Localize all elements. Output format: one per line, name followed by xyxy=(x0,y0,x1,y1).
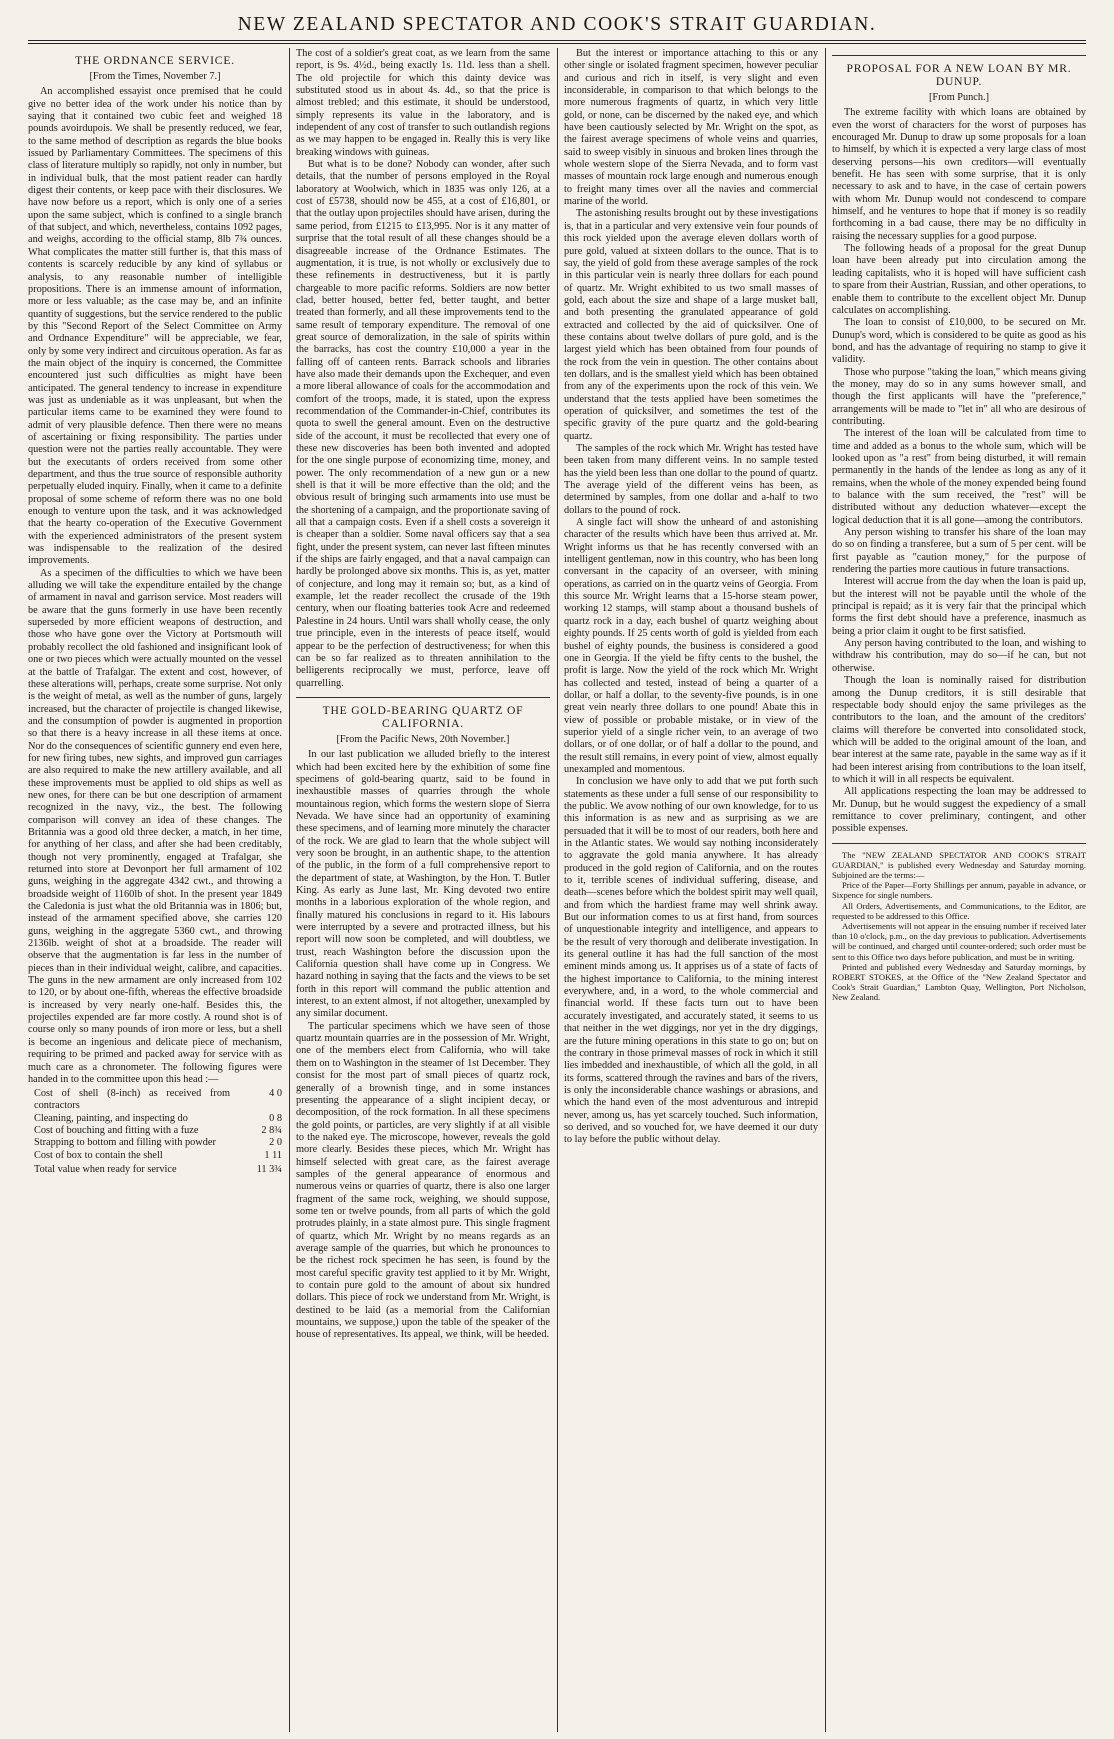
paragraph: Any person having contributed to the loan, and wishing to withdraw his contribution, may do so—if he can, but not otherwise. xyxy=(832,638,1086,674)
article-source-dunup: [From Punch.] xyxy=(928,92,990,103)
cost-amount: 2 0 xyxy=(269,1137,282,1149)
paragraph: But what is to be done? Nobody can wonder, after such details, that the number of persons employed in the Royal laboratory at Woolwich, which in 1835 was only 126, at a cost of £5738, should now be 455, at a cost of £16,801, or that the outlay upon projectiles should have arisen, during the same period, from £1215 to £13,995. Nor is it any matter of surprise that the total result of all these changes should be a disagreeable increase of the Ordnance Estimates. The augmentation, it is true, is not wholly or exclusively due to these refinements in destructiveness, but it is partly chargeable to more pacific reforms. Soldiers are now better clad, better housed, better fed, better taught, and better treated than formerly, and all these improvements tend to the same result of temporary expenditure. The removal of one great source of demoralization, in the sale of spirits within the barracks, has cost the country £10,000 a year in the falling off of canteen rents. Barrack schools and libraries have also made their demands upon the Exchequer, and even a more liberal allowance of coals for the accommodation and comfort of the troops, made, it is stated, upon the express recommendation of the Commander-in-Chief, contributes its quota to swell the general amount. Even on the destructive side of the account, it must be recollected that every one of these new discoveries has been both invented and adopted for the one single purpose of economizing time, money, and power. The only recommendation of a new gun or a new shell is that it will be more effective than the old; and the obvious result of bringing such armaments into use must be the shortening of a campaign, and the proportionate saving of all that a campaign costs. Even if a shell costs a sovereign it is cheaper than a soldier. Some naval officers say that a sea fight, under the present system, can never last fifteen minutes if the ships are fairly engaged, and that a naval campaign can hardly be prolonged above six months. This is, as yet, matter of conjecture, and long may it remain so; but, as a kind of example, let the reader recollect the crusade of the 19th century, when our floating batteries took Acre and redeemed Palestine in 24 hours. Until wars shall wholly cease, the only true principle, even in the interests of peace itself, would appear to be the perfection of destructiveness; for when this can be so far realized as to threaten annihilation to the belligerents reciprocally we must, perforce, leave off quarrelling. xyxy=(296,159,550,689)
cost-total-row xyxy=(34,1164,282,1176)
paragraph: Interest will accrue from the day when the loan is paid up, but the interest will not be payable until the whole of the principal is repaid; as it is very fair that the principal which forms the first debt should have a preference, inasmuch as being a prior claim it ought to be first satisfied. xyxy=(832,576,1086,637)
paragraph: A single fact will show the unheard of and astonishing character of the results which have been thus arrived at. Mr. Wright informs us that he has recently conversed with an intelligent gentleman, now in this country, who has been long conversant in the capacity of an overseer, with mining operations, as carried on in the quartz veins of Georgia. From this source Mr. Wright learns that a 15-horse steam power, working 12 stamps, will stamp about a thousand bushels of quartz rock in a day, each bushel of quartz weighing about eighty pounds. If 25 cents worth of gold is yielded from each bushel of eighty pounds, the business is considered a good one in Georgia. If the yield be fifty cents to the bushel, the profit is large. Now the yield of the rock which Mr. Wright has collected and tested, instead of being a quarter of a dollar, or half a dollar, to the seventy-five pounds, is in one great vein nearly three dollars to one pound! Abate this in view of possible or probable mistake, or in view of the superior yield of a single richer vein, to an average of two dollars, or of one dollar, or of half a dollar to the pound, and the result still remains, in every point of view, almost equally unexampled and momentous. xyxy=(564,517,818,775)
paragraph: All applications respecting the loan may be addressed to Mr. Dunup, but he would suggest the expediency of a small remittance to cover preliminary, contingent, and other possible expenses. xyxy=(832,786,1086,835)
cost-amount: 1 11 xyxy=(264,1149,282,1161)
column-3 xyxy=(564,48,818,1732)
section-divider xyxy=(832,843,1086,844)
cost-table xyxy=(34,1088,282,1176)
paragraph: In our last publication we alluded briefly to the interest which had been excited here by the exhibition of some fine specimens of gold-bearing quartz, said to be found in inexhaustible masses of quarries through the whole mountainous region, which forms the western slope of Sierra Nevada. We have since had an opportunity of examining these specimens, and of learning more minutely the character of the rock. We are glad to learn that the whole subject will very soon be brought, in an authentic shape, to the attention of the public, in the form of a full comprehensive report to the department of state, at Washington, by the Hon. T. Butler King. As early as June last, Mr. King devoted two entire months in a laborious exploration of the whole region, and finally matured his conclusions in regard to it. His labours were interrupted by a severe and protracted illness, but his report will now soon be completed, and will doubtless, we trust, reach Washington before the discussion upon the California question shall have come up in Congress. We hazard nothing in saying that the facts and the views to be set forth in this report will command the public attention and interest, to an extent almost, if not altogether, unexampled by any similar document. xyxy=(296,749,550,1020)
paragraph: The samples of the rock which Mr. Wright has tested have been taken from many different veins. In no sample tested has the yield been less than one dollar to the pound of quartz. The average yield of the different veins has been, as determined by samples, from one dollar and a-half to two dollars to the pound of rock. xyxy=(564,443,818,516)
cost-row xyxy=(34,1125,282,1137)
newspaper-page xyxy=(28,10,1086,1732)
paragraph: The interest of the loan will be calculated from time to time and added as a bonus to the whole sum, which will be looked upon as "a rest" from being disturbed, it will remain permanently in the hands of the lendee as long as any of it remains, when the whole of the money expended being found to balance with the sum received, the "rest" will be distributed without any deduction whatever—except the logical deduction that it is all gone—among the contributors. xyxy=(832,428,1086,526)
cost-label: Cost of box to contain the shell xyxy=(34,1149,163,1161)
paragraph: But the interest or importance attaching to this or any other single or isolated fragment specimen, however peculiar and curious and rich in itself, is very slight and even inconsiderable, in comparison to that which belongs to the more numerous fragments of quartz, in which very little gold, or none, can be discerned by the naked eye, and which have been cautiously selected by Mr. Wright on the spot, as the fairest average specimens of whole veins and quarries, said to sweep visibly in sinuous and broken lines through the whole western slope of the Sierra Nevada, and to form vast masses of mountain rock large enough and numerous enough to freight many times over all the navies and commercial marine of the world. xyxy=(564,48,818,208)
paragraph: The particular specimens which we have seen of those quartz mountain quarries are in the possession of Mr. Wright, one of the members elect from California, who will take them on to Washington in the steamer of 1st December. They consist for the most part of small pieces of quartz rock, generally of a brownish tinge, and in some instances presenting the appearance of a slight incipient decay, or decomposition, of the rock formation. In all these specimens the gold points, or particles, are very slightly if at all visible to the naked eye. The microscope, however, reveals the gold more clearly. Besides these pieces, which Mr. Wright has himself selected with great care, as the fairest average samples of the general appearance of enormous and numerous veins or quarries of quartz, there is also one larger fragment of the same rock, weighing, we should suppose, some ten or twelve pounds, from all parts of which the gold protrudes plainly, in a state almost pure. This single fragment of quartz, which Mr. Wright by no means regards as an average sample of the quarries, but which he pronounces to be the richest rock specimen he has seen, is found by the most careful specific gravity test applied to it by Mr. Wright, to contain pure gold to the amount of about six hundred dollars. This piece of rock we understand from Mr. Wright, is destined to be laid (as a memorial from the Californian mountains, we suppose,) upon the table of the speaker of the house of representatives. Its appeal, we think, will be heeded. xyxy=(296,1020,550,1341)
paragraph: Though the loan is nominally raised for distribution among the Dunup creditors, it is still desirable that respectable body should enjoy the same privileges as the contributors to the loan, and the amount of the creditors' claims will therefore be converted into consolidated stock, which will be added to the original amount of the loan, and bear interest at the same rate, payable in the same way as if it had been interest arising from contributions to the loan itself, to which it will in all respects be equivalent. xyxy=(832,675,1086,785)
cost-amount: 4 0 xyxy=(269,1088,282,1100)
paragraph: The extreme facility with which loans are obtained by even the worst of characters for the worst of purposes has encouraged Mr. Dunup to draw up some proposals for a loan to himself, by which it is expected a very large class of most deserving persons—his own creditors—will eventually benefit. He has seen with some surprise, that it is only necessary to ask and to have, in the case of certain powers with whom Mr. Dunup would not condescend to compare himself, and he ventures to hope that if money is so readily forthcoming in a bad cause, there may be no difficulty in raising the necessary supplies for a good purpose. xyxy=(832,107,1086,242)
article-title-ordnance: THE ORDNANCE SERVICE. xyxy=(75,54,235,67)
notice-line: Advertisements will not appear in the ensuing number if received later than 10 o'clock, p.m., on the day previous to publication. Advertisements will be continued, and charged until counter-ordered; such order must be sent to this Office two days before publication, and must be in writing. xyxy=(832,921,1086,962)
columns xyxy=(28,48,1086,1732)
notice-line: Price of the Paper—Forty Shillings per annum, payable in advance, or Sixpence for single numbers. xyxy=(832,880,1086,901)
paragraph: Those who purpose "taking the loan," which means giving the money, may do so in any sums however small, and though the first applicants will have the "preference," arrangements will be made to "let in" all who are desirous of contributing. xyxy=(832,366,1086,427)
cost-row xyxy=(34,1088,282,1113)
cost-label: Strapping to bottom and filling with powder xyxy=(34,1137,216,1149)
paragraph: The astonishing results brought out by these investigations is, that in a particular and very extensive vein four pounds of this rock yielded upon the average eleven dollars worth of pure gold, valued at sixteen dollars to the ounce. That is to say, the yield of gold from these average samples of the rock in this particular vein is nearly three dollars for each pound of quartz. Mr. Wright exhibited to us two small masses of gold, each about the size and shape of a large musket ball, and both presenting the granulated appearance of gold extracted and collected by the aid of quicksilver. One of these contains about twelve dollars of pure gold, and is the largest yield which has been obtained from four pounds of the rock from the vein in question. The other contains about ten dollars, and is the smallest yield which has been obtained from any of the experiments upon the rock of this vein. We understand that the tests applied have been sometimes the operation of quicksilver, and sometimes the test of the specific gravity of the pure quartz and the gold-bearing quartz. xyxy=(564,208,818,442)
column-divider xyxy=(825,48,826,1732)
notice-line: The "NEW ZEALAND SPECTATOR AND COOK'S STRAIT GUARDIAN," is published every Wednesday and Saturday morning. Subjoined are the terms:— xyxy=(832,849,1086,881)
section-divider xyxy=(296,697,550,698)
paragraph: The loan to consist of £10,000, to be secured on Mr. Dunup's word, which is considered to be quite as good as his bond, and has the advantage of requiring no stamp to give it validity. xyxy=(832,317,1086,366)
cost-label: Cost of bouching and fitting with a fuze xyxy=(34,1125,199,1137)
article-source-ordnance: [From the Times, November 7.] xyxy=(89,71,221,82)
paragraph: The cost of a soldier's great coat, as we learn from the same report, is 9s. 4½d., being exactly 1s. 11d. less than a shell. The old projectile for which this dainty device was substituted stood us in about 4s. 4d., so that the price is almost trebled; and this estimate, it should be understood, simply represents its value in the laboratory, and is independent of any cost of transfer to such outlandish regions as we may happen to be engaged in. Really this is very like breaking windows with guineas. xyxy=(296,48,550,158)
cost-amount: 2 8¾ xyxy=(261,1125,282,1137)
paragraph: The following heads of a proposal for the great Dunup loan have been already put into circulation among the leading capitalists, who it is hoped will have sufficient cash to spare from their Austrian, Russian, and other operations, to enable them to contribute to the excellent object Mr. Dunup calculates on accomplishing. xyxy=(832,243,1086,316)
cost-label: Cost of shell (8-inch) as received from contractors xyxy=(34,1088,230,1112)
article-source-gold: [From the Pacific News, 20th November.] xyxy=(336,733,510,745)
masthead-rule xyxy=(28,40,1086,44)
cost-total-label: Total value when ready for service xyxy=(34,1163,177,1175)
column-4 xyxy=(832,48,1086,1732)
notice-line: All Orders, Advertisements, and Communications, to the Editor, are requested to be addressed to this Office. xyxy=(832,900,1086,921)
column-2 xyxy=(296,48,550,1732)
paragraph: An accomplished essayist once premised that he could give no better idea of the work under his notice than by saying that it contained two cubic feet and weighed 18 pounds avoirdupois. We shall be presently reduced, we fear, to the same method of description as regards the blue books issued by Parliamentary Committees. The specimens of this class of literature multiply so rapidly, not only in number, but in individual bulk, that the most patient reader can hardly digest their contents, or keep pace with their disclosures. We have now before us a report, which is only one of a series upon the same subject, which is confined to a single branch of that subject, and which, nevertheless, contains 1092 pages, and weighs, according to the official stamp, 8lb 7¾ ounces. What complicates the matter still further is, that this mass of contents is scarcely reducible by any kind of syllabus or analysis, to any reasonable number of intelligible propositions. There is an immense amount of information, more or less valuable; as the case may be, and an infinite quantity of suggestions, but the service rendered to the public by this "Second Report of the Select Committee on Army and Ordnance Expenditure" will be appreciable, we fear, only by some very indirect and circuitous operation. As far as the main object of the inquiry is concerned, the Committee encountered just such difficulties as might have been anticipated. The general tendency to increase in expenditure was just as undeniable as it was unpleasant, but when the particular items came to be examined they were found to admit of very plausible defence. Then there were no means of ascertaining or fixing responsibility. The parties under question were not the parties really accountable. They were but the executants of orders received from some other department, and thus the true source of responsible authority perpetually eluded inquiry. Finally, when it came to a definite proposal of some scheme of reform there was no one bold enough to venture upon the task, and it was acknowledged that the hearty co-operation of the Executive Government with the experienced administrators of the present system was indispensable to the realization of the desired improvements. xyxy=(28,86,282,567)
column-1 xyxy=(28,48,282,1732)
masthead: NEW ZEALAND SPECTATOR AND COOK'S STRAIT GUARDIAN. xyxy=(237,14,877,35)
column-divider xyxy=(289,48,290,1732)
cost-row xyxy=(34,1137,282,1149)
article-title-dunup: PROPOSAL FOR A NEW LOAN BY MR. DUNUP. xyxy=(846,62,1072,88)
cost-row xyxy=(34,1150,282,1162)
cost-total-amount: 11 3¾ xyxy=(256,1163,282,1175)
paragraph: As a specimen of the difficulties to which we have been alluding we will take the expenditure entailed by the change of armament in naval and garrison service. Most readers will be aware that the guns formerly in use have been recently superseded by more efficient weapons of destruction, and those who have gone over the Victory at Portsmouth will probably recollect the old fashioned and insignificant look of one or two pieces which were actually mounted on the vessel at the battle of Trafalgar. The extent and cost, however, of these alterations will, perhaps, create some surprise. Not only is the weight of metal, as well as the number of guns, largely increased, but the character of projectile is changed likewise, and the consumption of powder is augmented in proportion so that there is a heavy increase in all these items at once. Nor do the consequences of scientific gunnery end even here, for new firing tubes, new sights, and improved gun carriages are also required to make the new artillery available, and all these improvements must be applied to old ships as well as new ones, for there can be but one description of armament recognized in the navy, viz., the best. The following comparison will convey an idea of these changes. The Britannia was a good old three decker, a match, in her time, for anything of her class, and after she had been creditably, though not very prominently, engaged at Trafalgar, she returned into store at Devonport her full armament of 102 guns, weighing in the aggregate 4342 cwt., and throwing a broadside weight of 1160lb of shot. In the present year 1849 the Caledonia is just what the old Britannia was in 1806; but, instead of the armament specified above, she carries 120 guns, weighing in the aggregate 5360 cwt., and throwing 2136lb. weight of shot at a broadside. The reader will observe that the augmentation is far less in the number of pieces than in their individual weight, calibre, and capacities. The guns in the new armament are only increased from 102 to 120, or by about one-fifth, whereas the effective broadside is increased by very nearly one-half. Besides this, the projectiles expended are far more costly. A round shot is of course only so many pounds of iron more or less, but a shell is become an ingenious and delicate piece of mechanism, requiring to be primed and packed away for service with as much care as a chronometer. The following figures were handed in to the committee upon this head :— xyxy=(28,567,282,1085)
cost-amount: 0 8 xyxy=(269,1112,282,1124)
column-divider xyxy=(557,48,558,1732)
notice-line: Printed and published every Wednesday and Saturday mornings, by ROBERT STOKES, at the Office of the "New Zealand Spectator and Cook's Strait Guardian," Lambton Quay, Wellington, Port Nicholson, New Zealand. xyxy=(832,961,1086,1003)
paragraph: In conclusion we have only to add that we put forth such statements as these under a full sense of our responsibility to the public. We avow nothing of our own knowledge, for to us this information is as new and as surprising as we are persuaded that it will be to most of our readers, both here and in the Atlantic states. We would say nothing inconsiderately to aggravate the gold mania anywhere. It has already produced in the gold region of California, and on the routes to it, terrible scenes of individual suffering, disease, and death—scenes before which the boldest spirit may well quail, and from which the hardiest frame may well shrink away. But our information comes to us at first hand, from sources of unquestionable integrity and intelligence, and appears to be the result of very thorough and deliberate investigation. In its general outline it has had the full sanction of the most eminent minds among us. It apprises us of a state of facts of the highest importance to California, to the mining interest everywhere, and, in a word, to the whole commercial and financial world. If these facts turn out to have been accurately investigated, and accurately stated, it seems to us that neither in the wet diggings, nor yet in the dry diggings, are the future mining operations in this state to go on; but on the contrary in those primeval masses of rock in which it still lies imbedded and inexhaustible, of which all the gold, in all its forms, scattered through the ravines and bars of the rivers, is only the inconsiderable chance washings or abrasions, and which the hand even of the most adventurous and intrepid never, among us, has yet scarcely touched. Such information, so derived, and so vouched for, we have deemed it our duty to lay before the public without delay. xyxy=(564,776,818,1146)
cost-label: Cleaning, painting, and inspecting do xyxy=(34,1112,188,1124)
publication-notice xyxy=(832,850,1086,1003)
section-divider xyxy=(832,55,1086,56)
cost-row xyxy=(34,1113,282,1125)
paragraph: Any person wishing to transfer his share of the loan may do so on finding a transferee, but a sum of 5 per cent. will be first payable as "caution money," for the purpose of rendering the parties more cautious in future transactions. xyxy=(832,527,1086,576)
article-title-gold: THE GOLD-BEARING QUARTZ OF CALIFORNIA. xyxy=(322,703,524,730)
